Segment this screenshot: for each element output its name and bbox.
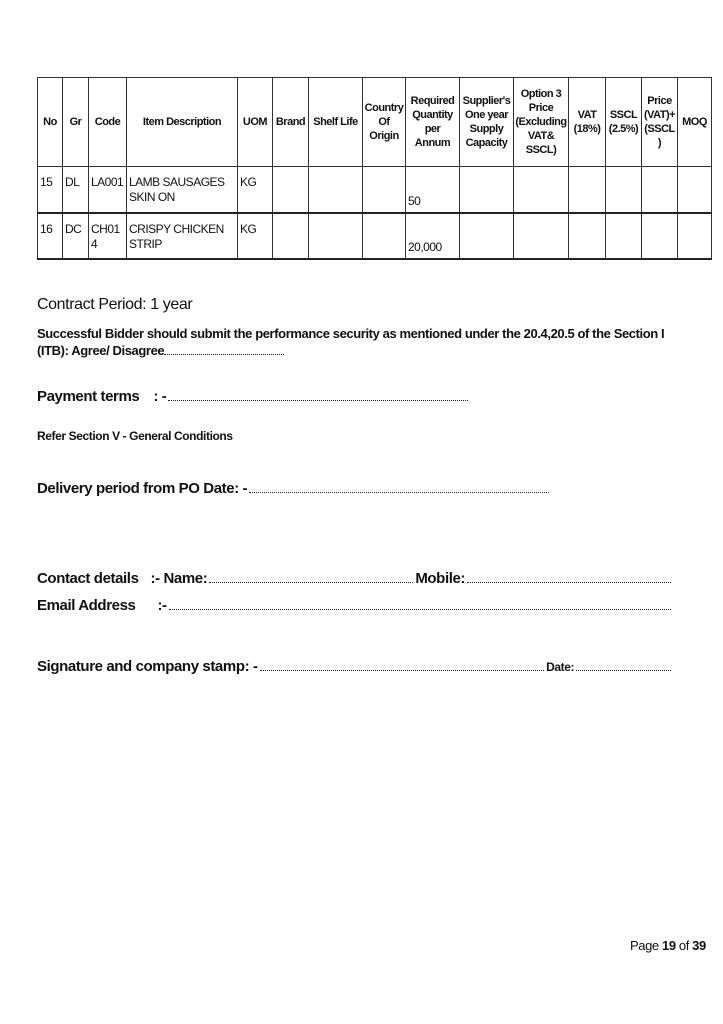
page-number: Page 19 of 39 xyxy=(630,938,706,953)
table-row xyxy=(38,167,712,213)
cell-sscl[interactable] xyxy=(606,167,642,213)
header-option3-price: Option 3 Price (Excluding VAT& SSCL) xyxy=(514,78,569,167)
cell-total[interactable] xyxy=(642,167,678,213)
cell-shelf-life[interactable] xyxy=(309,213,363,259)
date-blank[interactable] xyxy=(576,670,671,671)
contact-details: Contact details :- Name: Mobile: xyxy=(37,570,673,587)
header-moq: MOQ xyxy=(678,78,712,167)
cell-gr: DL xyxy=(63,167,89,213)
table-header-row xyxy=(38,78,712,167)
cell-no: 15 xyxy=(38,167,63,213)
cell-brand[interactable] xyxy=(273,213,309,259)
cell-gr: DC xyxy=(63,213,89,259)
email-address: Email Address :- xyxy=(37,597,673,614)
cell-moq[interactable] xyxy=(678,213,712,259)
cell-quantity: 50 xyxy=(406,167,460,213)
table-row xyxy=(38,213,712,259)
items-table xyxy=(37,77,712,260)
email-blank[interactable] xyxy=(169,609,671,610)
cell-country[interactable] xyxy=(363,167,406,213)
cell-uom: KG xyxy=(238,167,273,213)
header-price-vat-sscl: Price (VAT)+ (SSCL) xyxy=(642,78,678,167)
cell-sscl[interactable] xyxy=(606,213,642,259)
cell-quantity: 20,000 xyxy=(406,213,460,259)
payment-terms: Payment terms : - xyxy=(37,388,673,405)
cell-vat[interactable] xyxy=(569,167,606,213)
cell-no: 16 xyxy=(38,213,63,259)
cell-price[interactable] xyxy=(514,213,569,259)
header-no: No xyxy=(38,78,63,167)
header-uom: UOM xyxy=(238,78,273,167)
cell-total[interactable] xyxy=(642,213,678,259)
cell-moq[interactable] xyxy=(678,167,712,213)
name-blank[interactable] xyxy=(209,582,413,583)
signature-blank[interactable] xyxy=(260,670,545,671)
header-vat: VAT (18%) xyxy=(569,78,606,167)
header-brand: Brand xyxy=(273,78,309,167)
payment-terms-blank[interactable] xyxy=(168,400,468,401)
delivery-period: Delivery period from PO Date: - xyxy=(37,480,673,497)
header-sscl: SSCL (2.5%) xyxy=(606,78,642,167)
refer-section: Refer Section V - General Conditions xyxy=(37,429,233,443)
cell-uom: KG xyxy=(238,213,273,259)
header-shelf-life: Shelf Life xyxy=(309,78,363,167)
cell-country[interactable] xyxy=(363,213,406,259)
cell-code: CH014 xyxy=(89,213,127,259)
cell-description: CRISPY CHICKEN STRIP xyxy=(127,213,238,259)
header-supply-capacity: Supplier's One year Supply Capacity xyxy=(460,78,514,167)
cell-description: LAMB SAUSAGES SKIN ON xyxy=(127,167,238,213)
header-item-description: Item Description xyxy=(127,78,238,167)
signature: Signature and company stamp: - Date: xyxy=(37,658,673,675)
header-required-quantity: Required Quantity per Annum xyxy=(406,78,460,167)
header-gr: Gr xyxy=(63,78,89,167)
cell-capacity[interactable] xyxy=(460,167,514,213)
agree-blank[interactable] xyxy=(164,354,284,355)
performance-security: Successful Bidder should submit the performance security as mentioned under the 20.4,20.5 of the Section I (ITB): Agree/ Disagree xyxy=(37,326,665,358)
cell-code: LA001 xyxy=(89,167,127,213)
contract-period: Contract Period: 1 year xyxy=(37,296,193,313)
delivery-period-blank[interactable] xyxy=(249,492,549,493)
cell-brand[interactable] xyxy=(273,167,309,213)
cell-shelf-life[interactable] xyxy=(309,167,363,213)
header-code: Code xyxy=(89,78,127,167)
header-country-of-origin: Country Of Origin xyxy=(363,78,406,167)
cell-capacity[interactable] xyxy=(460,213,514,259)
mobile-blank[interactable] xyxy=(467,582,671,583)
cell-price[interactable] xyxy=(514,167,569,213)
cell-vat[interactable] xyxy=(569,213,606,259)
